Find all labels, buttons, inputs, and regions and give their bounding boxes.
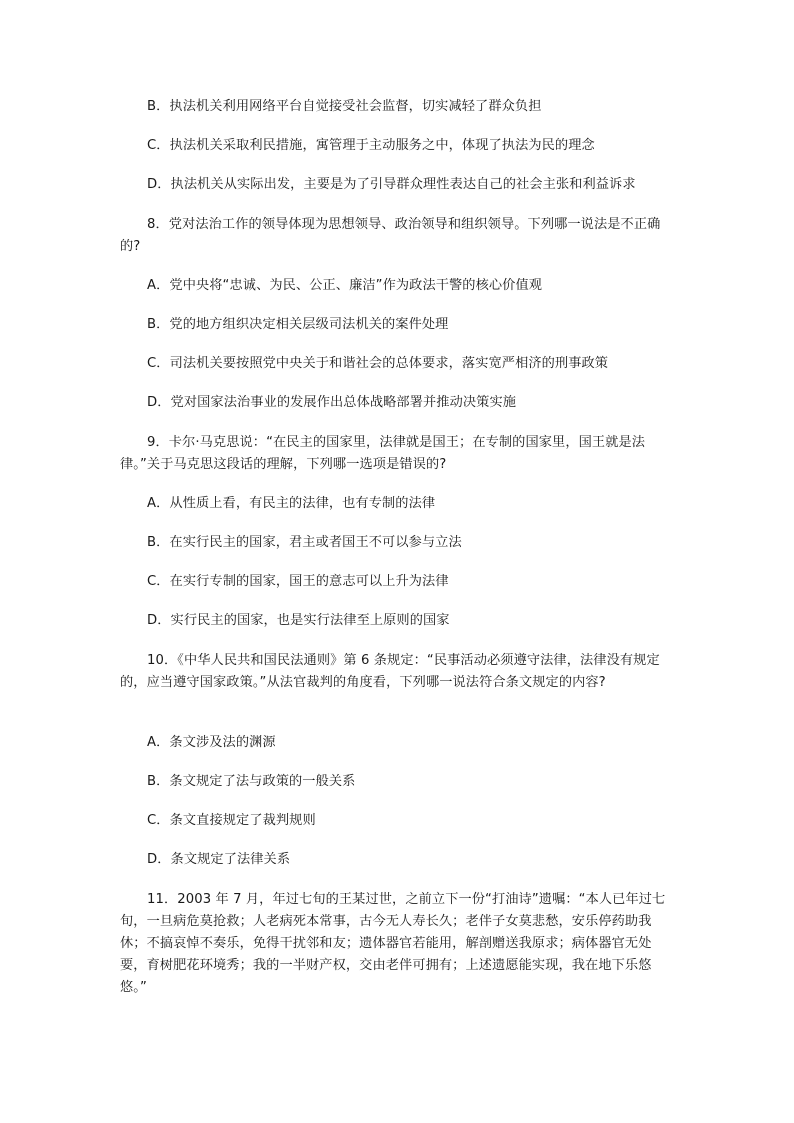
q7-option-d: D．执法机关从实际出发，主要是为了引导群众理性表达自己的社会主张和利益诉求 bbox=[147, 177, 636, 192]
q8-option-b: B．党的地方组织决定相关层级司法机关的案件处理 bbox=[147, 317, 449, 332]
q9-option-b: B．在实行民主的国家，君主或者国王不可以参与立法 bbox=[147, 535, 462, 550]
q9-option-c: C．在实行专制的国家，国王的意志可以上升为法律 bbox=[147, 574, 449, 589]
q8-option-c: C．司法机关要按照党中央关于和谐社会的总体要求，落实宽严相济的刑事政策 bbox=[147, 356, 609, 371]
q8-stem: 8．党对法治工作的领导体现为思想领导、政治领导和组织领导。下列哪一说法是不正确的? bbox=[120, 217, 661, 254]
q9-stem: 9．卡尔·马克思说：“在民主的国家里，法律就是国王；在专制的国家里，国王就是法律。”关于马克思这段话的理解，下列哪一选项是错误的? bbox=[120, 435, 646, 472]
q10-option-b: B．条文规定了法与政策的一般关系 bbox=[147, 774, 356, 789]
q10-option-d: D．条文规定了法律关系 bbox=[147, 852, 291, 867]
q9-option-a: A．从性质上看，有民主的法律，也有专制的法律 bbox=[147, 496, 436, 511]
q7-option-c: C．执法机关采取利民措施，寓管理于主动服务之中，体现了执法为民的理念 bbox=[147, 138, 595, 153]
q11-stem: 11．2003 年 7 月，年过七旬的王某过世，之前立下一份“打油诗”遗嘱：“本人已年过七旬，一旦病危莫抢救；人老病死本常事，古今无人寿长久；老伴子女莫悲愁，安乐停药助我休；不搞哀悼不奏乐，免得干扰邻和友；遗体器官若能用，解剖赠送我原求；病体器官无处要，育树肥花环境秀；我的一半财产权，交由老伴可拥有；上述遗愿能实现，我在地下乐悠悠。” bbox=[120, 892, 666, 995]
q10-option-c: C．条文直接规定了裁判规则 bbox=[147, 813, 316, 828]
q7-option-b: B．执法机关利用网络平台自觉接受社会监督，切实减轻了群众负担 bbox=[147, 99, 542, 114]
q10-stem: 10．《中华人民共和国民法通则》第 6 条规定：“民事活动必须遵守法律，法律没有规定的，应当遵守国家政策。”从法官裁判的角度看，下列哪一说法符合条文规定的内容? bbox=[120, 653, 660, 690]
q9-option-d: D．实行民主的国家，也是实行法律至上原则的国家 bbox=[147, 613, 450, 628]
q10-option-a: A．条文涉及法的渊源 bbox=[147, 735, 276, 750]
q8-option-a: A．党中央将“忠诚、为民、公正、廉洁”作为政法干警的核心价值观 bbox=[147, 278, 543, 293]
q8-option-d: D．党对国家法治事业的发展作出总体战略部署并推动决策实施 bbox=[147, 395, 517, 410]
